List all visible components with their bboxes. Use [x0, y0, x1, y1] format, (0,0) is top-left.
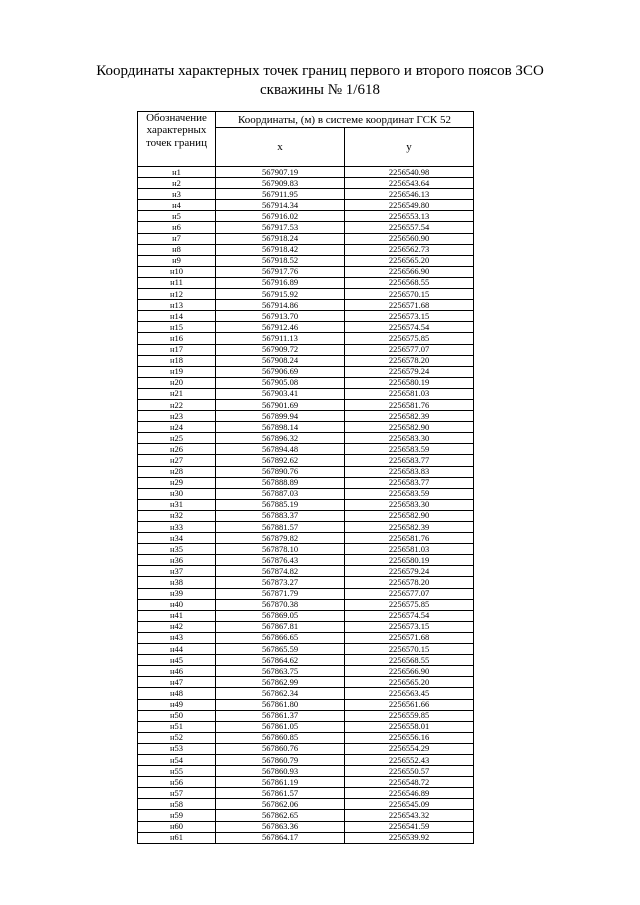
x-coordinate-cell: 567874.82 — [216, 566, 345, 577]
y-coordinate-cell: 2256583.77 — [345, 455, 474, 466]
x-coordinate-cell: 567896.32 — [216, 433, 345, 444]
x-coordinate-cell: 567909.72 — [216, 344, 345, 355]
point-id-cell: н23 — [138, 411, 216, 422]
y-coordinate-cell: 2256562.73 — [345, 244, 474, 255]
table-row — [138, 322, 474, 333]
table-row — [138, 721, 474, 732]
y-coordinate-cell: 2256548.72 — [345, 777, 474, 788]
x-coordinate-cell: 567860.93 — [216, 766, 345, 777]
x-coordinate-cell: 567861.57 — [216, 788, 345, 799]
point-id-cell: н14 — [138, 311, 216, 322]
x-coordinate-cell: 567866.65 — [216, 632, 345, 643]
table-row — [138, 233, 474, 244]
y-coordinate-cell: 2256550.57 — [345, 766, 474, 777]
table-row — [138, 178, 474, 189]
table-row — [138, 366, 474, 377]
table-row — [138, 699, 474, 710]
table-row — [138, 644, 474, 655]
y-coordinate-cell: 2256554.29 — [345, 743, 474, 754]
table-row — [138, 466, 474, 477]
y-coordinate-cell: 2256580.19 — [345, 377, 474, 388]
table-row — [138, 333, 474, 344]
document-title — [0, 62, 640, 100]
table-row — [138, 655, 474, 666]
table-row — [138, 788, 474, 799]
y-coordinate-cell: 2256566.90 — [345, 266, 474, 277]
table-row — [138, 411, 474, 422]
x-coordinate-cell: 567917.53 — [216, 222, 345, 233]
table-row — [138, 344, 474, 355]
point-id-cell: н27 — [138, 455, 216, 466]
table-row — [138, 388, 474, 399]
point-id-cell: н54 — [138, 754, 216, 765]
y-coordinate-cell: 2256571.68 — [345, 632, 474, 643]
header-x: x — [216, 128, 345, 167]
table-row — [138, 266, 474, 277]
point-id-cell: н28 — [138, 466, 216, 477]
y-coordinate-cell: 2256563.45 — [345, 688, 474, 699]
table-row — [138, 499, 474, 510]
point-id-cell: н44 — [138, 644, 216, 655]
table-row — [138, 444, 474, 455]
y-coordinate-cell: 2256574.54 — [345, 610, 474, 621]
x-coordinate-cell: 567878.10 — [216, 544, 345, 555]
point-id-cell: н5 — [138, 211, 216, 222]
x-coordinate-cell: 567865.59 — [216, 644, 345, 655]
point-id-cell: н7 — [138, 233, 216, 244]
table-row — [138, 610, 474, 621]
y-coordinate-cell: 2256568.55 — [345, 277, 474, 288]
table-row — [138, 632, 474, 643]
y-coordinate-cell: 2256579.24 — [345, 566, 474, 577]
y-coordinate-cell: 2256583.59 — [345, 488, 474, 499]
x-coordinate-cell: 567870.38 — [216, 599, 345, 610]
y-coordinate-cell: 2256580.19 — [345, 555, 474, 566]
y-coordinate-cell: 2256582.90 — [345, 422, 474, 433]
table-header — [138, 112, 474, 167]
y-coordinate-cell: 2256583.83 — [345, 466, 474, 477]
point-id-cell: н58 — [138, 799, 216, 810]
x-coordinate-cell: 567876.43 — [216, 555, 345, 566]
x-coordinate-cell: 567906.69 — [216, 366, 345, 377]
point-id-cell: н48 — [138, 688, 216, 699]
x-coordinate-cell: 567918.52 — [216, 255, 345, 266]
x-coordinate-cell: 567867.81 — [216, 621, 345, 632]
point-id-cell: н59 — [138, 810, 216, 821]
table-row — [138, 189, 474, 200]
y-coordinate-cell: 2256581.03 — [345, 544, 474, 555]
y-coordinate-cell: 2256559.85 — [345, 710, 474, 721]
y-coordinate-cell: 2256583.30 — [345, 433, 474, 444]
x-coordinate-cell: 567915.92 — [216, 289, 345, 300]
point-id-cell: н32 — [138, 510, 216, 521]
y-coordinate-cell: 2256570.15 — [345, 289, 474, 300]
point-id-cell: н38 — [138, 577, 216, 588]
x-coordinate-cell: 567901.69 — [216, 399, 345, 410]
table-row — [138, 200, 474, 211]
y-coordinate-cell: 2256583.77 — [345, 477, 474, 488]
point-id-cell: н50 — [138, 710, 216, 721]
y-coordinate-cell: 2256549.80 — [345, 200, 474, 211]
point-id-cell: н55 — [138, 766, 216, 777]
point-id-cell: н11 — [138, 277, 216, 288]
y-coordinate-cell: 2256560.90 — [345, 233, 474, 244]
point-id-cell: н35 — [138, 544, 216, 555]
table-row — [138, 832, 474, 843]
x-coordinate-cell: 567909.83 — [216, 178, 345, 189]
x-coordinate-cell: 567914.34 — [216, 200, 345, 211]
x-coordinate-cell: 567892.62 — [216, 455, 345, 466]
y-coordinate-cell: 2256557.54 — [345, 222, 474, 233]
point-id-cell: н29 — [138, 477, 216, 488]
coordinates-table — [137, 111, 474, 844]
y-coordinate-cell: 2256581.76 — [345, 399, 474, 410]
point-id-cell: н13 — [138, 300, 216, 311]
x-coordinate-cell: 567862.65 — [216, 810, 345, 821]
y-coordinate-cell: 2256543.32 — [345, 810, 474, 821]
point-id-cell: н6 — [138, 222, 216, 233]
point-id-cell: н24 — [138, 422, 216, 433]
y-coordinate-cell: 2256573.15 — [345, 311, 474, 322]
header-coordinates: Координаты, (м) в системе координат ГСК 52 — [216, 112, 474, 128]
point-id-cell: н36 — [138, 555, 216, 566]
y-coordinate-cell: 2256578.20 — [345, 577, 474, 588]
y-coordinate-cell: 2256581.76 — [345, 533, 474, 544]
table-row — [138, 810, 474, 821]
point-id-cell: н16 — [138, 333, 216, 344]
y-coordinate-cell: 2256579.24 — [345, 366, 474, 377]
point-id-cell: н15 — [138, 322, 216, 333]
table-row — [138, 255, 474, 266]
y-coordinate-cell: 2256575.85 — [345, 333, 474, 344]
x-coordinate-cell: 567869.05 — [216, 610, 345, 621]
table-row — [138, 422, 474, 433]
y-coordinate-cell: 2256546.13 — [345, 189, 474, 200]
x-coordinate-cell: 567861.37 — [216, 710, 345, 721]
point-id-cell: н42 — [138, 621, 216, 632]
y-coordinate-cell: 2256583.30 — [345, 499, 474, 510]
point-id-cell: н43 — [138, 632, 216, 643]
table-row — [138, 710, 474, 721]
table-row — [138, 621, 474, 632]
table-row — [138, 754, 474, 765]
x-coordinate-cell: 567912.46 — [216, 322, 345, 333]
x-coordinate-cell: 567861.05 — [216, 721, 345, 732]
y-coordinate-cell: 2256574.54 — [345, 322, 474, 333]
x-coordinate-cell: 567887.03 — [216, 488, 345, 499]
y-coordinate-cell: 2256541.59 — [345, 821, 474, 832]
x-coordinate-cell: 567881.57 — [216, 522, 345, 533]
point-id-cell: н34 — [138, 533, 216, 544]
point-id-cell: н4 — [138, 200, 216, 211]
point-id-cell: н3 — [138, 189, 216, 200]
x-coordinate-cell: 567864.17 — [216, 832, 345, 843]
x-coordinate-cell: 567894.48 — [216, 444, 345, 455]
table-row — [138, 277, 474, 288]
table-row — [138, 666, 474, 677]
x-coordinate-cell: 567911.95 — [216, 189, 345, 200]
y-coordinate-cell: 2256565.20 — [345, 677, 474, 688]
table-row — [138, 455, 474, 466]
table-row — [138, 599, 474, 610]
y-coordinate-cell: 2256568.55 — [345, 655, 474, 666]
point-id-cell: н41 — [138, 610, 216, 621]
table-row — [138, 488, 474, 499]
table-row — [138, 477, 474, 488]
x-coordinate-cell: 567883.37 — [216, 510, 345, 521]
x-coordinate-cell: 567864.62 — [216, 655, 345, 666]
table-row — [138, 311, 474, 322]
point-id-cell: н9 — [138, 255, 216, 266]
y-coordinate-cell: 2256558.01 — [345, 721, 474, 732]
y-coordinate-cell: 2256583.59 — [345, 444, 474, 455]
x-coordinate-cell: 567871.79 — [216, 588, 345, 599]
y-coordinate-cell: 2256539.92 — [345, 832, 474, 843]
x-coordinate-cell: 567863.36 — [216, 821, 345, 832]
x-coordinate-cell: 567918.42 — [216, 244, 345, 255]
title-line-2: скважины № 1/618 — [260, 82, 380, 98]
x-coordinate-cell: 567862.99 — [216, 677, 345, 688]
point-id-cell: н37 — [138, 566, 216, 577]
point-id-cell: н10 — [138, 266, 216, 277]
x-coordinate-cell: 567903.41 — [216, 388, 345, 399]
point-id-cell: н21 — [138, 388, 216, 399]
y-coordinate-cell: 2256571.68 — [345, 300, 474, 311]
point-id-cell: н22 — [138, 399, 216, 410]
point-id-cell: н52 — [138, 732, 216, 743]
point-id-cell: н40 — [138, 599, 216, 610]
point-id-cell: н60 — [138, 821, 216, 832]
y-coordinate-cell: 2256546.89 — [345, 788, 474, 799]
x-coordinate-cell: 567916.89 — [216, 277, 345, 288]
title-line-1: Координаты характерных точек границ первого и второго поясов ЗСО — [96, 63, 544, 79]
point-id-cell: н61 — [138, 832, 216, 843]
x-coordinate-cell: 567861.19 — [216, 777, 345, 788]
x-coordinate-cell: 567908.24 — [216, 355, 345, 366]
table-row — [138, 688, 474, 699]
x-coordinate-cell: 567885.19 — [216, 499, 345, 510]
table-row — [138, 577, 474, 588]
point-id-cell: н8 — [138, 244, 216, 255]
y-coordinate-cell: 2256565.20 — [345, 255, 474, 266]
table-row — [138, 533, 474, 544]
header-designation: Обозначение характерных точек границ — [138, 112, 216, 167]
point-id-cell: н30 — [138, 488, 216, 499]
table-row — [138, 677, 474, 688]
x-coordinate-cell: 567913.70 — [216, 311, 345, 322]
point-id-cell: н31 — [138, 499, 216, 510]
point-id-cell: н20 — [138, 377, 216, 388]
point-id-cell: н33 — [138, 522, 216, 533]
y-coordinate-cell: 2256570.15 — [345, 644, 474, 655]
x-coordinate-cell: 567879.82 — [216, 533, 345, 544]
x-coordinate-cell: 567862.06 — [216, 799, 345, 810]
x-coordinate-cell: 567911.13 — [216, 333, 345, 344]
x-coordinate-cell: 567918.24 — [216, 233, 345, 244]
point-id-cell: н56 — [138, 777, 216, 788]
x-coordinate-cell: 567860.76 — [216, 743, 345, 754]
table-row — [138, 167, 474, 178]
table-body — [138, 167, 474, 844]
point-id-cell: н26 — [138, 444, 216, 455]
y-coordinate-cell: 2256566.90 — [345, 666, 474, 677]
y-coordinate-cell: 2256561.66 — [345, 699, 474, 710]
x-coordinate-cell: 567907.19 — [216, 167, 345, 178]
y-coordinate-cell: 2256545.09 — [345, 799, 474, 810]
y-coordinate-cell: 2256543.64 — [345, 178, 474, 189]
x-coordinate-cell: 567914.86 — [216, 300, 345, 311]
point-id-cell: н25 — [138, 433, 216, 444]
table-row — [138, 377, 474, 388]
table-row — [138, 743, 474, 754]
table-row — [138, 555, 474, 566]
table-row — [138, 766, 474, 777]
point-id-cell: н57 — [138, 788, 216, 799]
table-row — [138, 732, 474, 743]
y-coordinate-cell: 2256581.03 — [345, 388, 474, 399]
x-coordinate-cell: 567862.34 — [216, 688, 345, 699]
point-id-cell: н47 — [138, 677, 216, 688]
point-id-cell: н46 — [138, 666, 216, 677]
point-id-cell: н49 — [138, 699, 216, 710]
table-row — [138, 522, 474, 533]
y-coordinate-cell: 2256573.15 — [345, 621, 474, 632]
point-id-cell: н39 — [138, 588, 216, 599]
table-row — [138, 566, 474, 577]
y-coordinate-cell: 2256582.39 — [345, 522, 474, 533]
x-coordinate-cell: 567890.76 — [216, 466, 345, 477]
y-coordinate-cell: 2256553.13 — [345, 211, 474, 222]
point-id-cell: н45 — [138, 655, 216, 666]
table-row — [138, 244, 474, 255]
table-row — [138, 399, 474, 410]
x-coordinate-cell: 567860.79 — [216, 754, 345, 765]
x-coordinate-cell: 567916.02 — [216, 211, 345, 222]
y-coordinate-cell: 2256582.39 — [345, 411, 474, 422]
x-coordinate-cell: 567917.76 — [216, 266, 345, 277]
point-id-cell: н17 — [138, 344, 216, 355]
point-id-cell: н18 — [138, 355, 216, 366]
y-coordinate-cell: 2256577.07 — [345, 344, 474, 355]
point-id-cell: н53 — [138, 743, 216, 754]
point-id-cell: н1 — [138, 167, 216, 178]
x-coordinate-cell: 567899.94 — [216, 411, 345, 422]
table-row — [138, 821, 474, 832]
point-id-cell: н19 — [138, 366, 216, 377]
header-y: y — [345, 128, 474, 167]
x-coordinate-cell: 567905.08 — [216, 377, 345, 388]
point-id-cell: н12 — [138, 289, 216, 300]
x-coordinate-cell: 567873.27 — [216, 577, 345, 588]
y-coordinate-cell: 2256578.20 — [345, 355, 474, 366]
table-row — [138, 799, 474, 810]
x-coordinate-cell: 567863.75 — [216, 666, 345, 677]
x-coordinate-cell: 567861.80 — [216, 699, 345, 710]
y-coordinate-cell: 2256577.07 — [345, 588, 474, 599]
table-row — [138, 777, 474, 788]
table-row — [138, 355, 474, 366]
y-coordinate-cell: 2256582.90 — [345, 510, 474, 521]
table-row — [138, 211, 474, 222]
point-id-cell: н2 — [138, 178, 216, 189]
table-row — [138, 544, 474, 555]
table-row — [138, 300, 474, 311]
point-id-cell: н51 — [138, 721, 216, 732]
y-coordinate-cell: 2256556.16 — [345, 732, 474, 743]
x-coordinate-cell: 567860.85 — [216, 732, 345, 743]
table-row — [138, 510, 474, 521]
y-coordinate-cell: 2256575.85 — [345, 599, 474, 610]
table-row — [138, 433, 474, 444]
y-coordinate-cell: 2256552.43 — [345, 754, 474, 765]
y-coordinate-cell: 2256540.98 — [345, 167, 474, 178]
table-row — [138, 222, 474, 233]
table-row — [138, 588, 474, 599]
table-row — [138, 289, 474, 300]
x-coordinate-cell: 567888.89 — [216, 477, 345, 488]
x-coordinate-cell: 567898.14 — [216, 422, 345, 433]
